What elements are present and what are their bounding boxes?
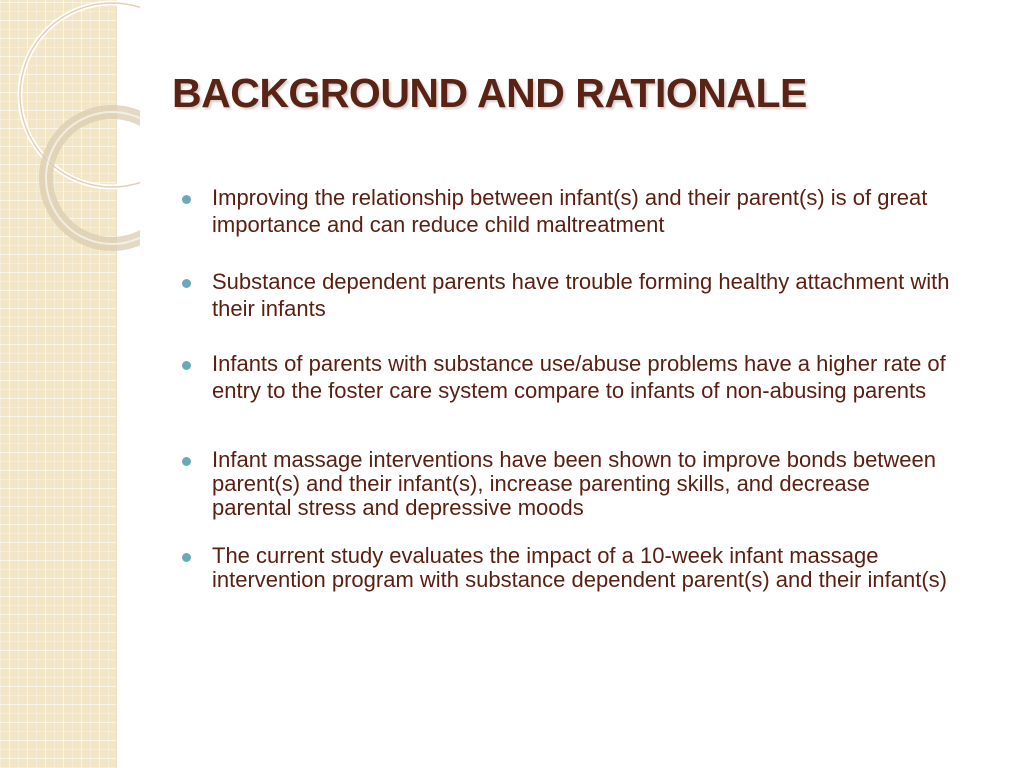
bullet-text: The current study evaluates the impact of a 10-week infant massage intervention program with substance dependent parent(s) and their infant(s) [212, 543, 947, 592]
bullet-item [182, 544, 952, 592]
bullet-list [182, 184, 952, 592]
bullet-text: Improving the relationship between infant(s) and their parent(s) is of great importance and can reduce child maltreatment [212, 185, 928, 237]
bullet-item [182, 268, 952, 322]
bullet-text: Substance dependent parents have trouble forming healthy attachment with their infants [212, 269, 950, 321]
bullet-item [182, 350, 952, 404]
bullet-dot-icon [182, 457, 191, 466]
bullet-dot-icon [182, 195, 191, 204]
bullet-item [182, 448, 952, 520]
decorative-ring-large [20, 3, 140, 187]
decorative-ring-small [46, 112, 140, 244]
bullet-dot-icon [182, 279, 191, 288]
slide-title: BACKGROUND AND RATIONALE [172, 70, 807, 116]
decorative-circles [0, 0, 140, 260]
bullet-text: Infant massage interventions have been shown to improve bonds between parent(s) and their infant(s), increase parenting skills, and decrease parental stress and depressive moods [212, 447, 937, 520]
bullet-dot-icon [182, 553, 191, 562]
bullet-text: Infants of parents with substance use/abuse problems have a higher rate of entry to the foster care system compare to infants of non-abusing parents [212, 351, 946, 403]
bullet-dot-icon [182, 361, 191, 370]
bullet-item [182, 184, 952, 238]
